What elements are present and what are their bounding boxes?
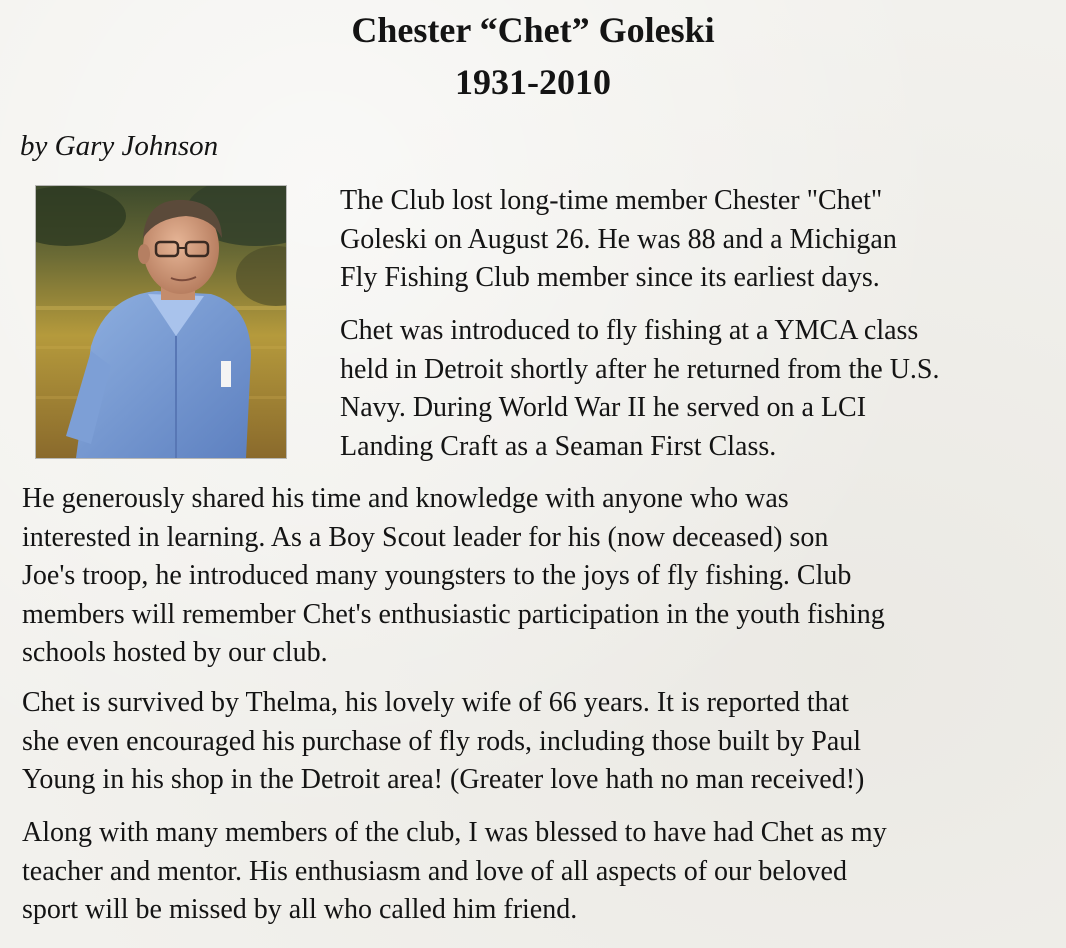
paragraph-ymca [340, 312, 940, 466]
text-line: Chet is survived by Thelma, his lovely wife of 66 years. It is reported that [22, 687, 849, 718]
article-years: 1931-2010 [455, 62, 611, 102]
text-line: Goleski on August 26. He was 88 and a Michigan [340, 223, 897, 255]
text-line: held in Detroit shortly after he returned from the U.S. [340, 353, 940, 385]
text-line: Young in his shop in the Detroit area! (Greater love hath no man received!) [22, 764, 865, 795]
text-line: He generously shared his time and knowledge with anyone who was [22, 483, 789, 514]
text-line: members will remember Chet's enthusiastic participation in the youth fishing [22, 598, 885, 630]
text-line: Joe's troop, he introduced many youngsters to the joys of fly fishing. Club [22, 560, 852, 591]
text-line: interested in learning. As a Boy Scout leader for his (now deceased) son [22, 521, 829, 553]
byline: by Gary Johnson [20, 130, 219, 162]
text-line: she even encouraged his purchase of fly rods, including those built by Paul [22, 725, 862, 757]
paragraph-mentor [22, 814, 887, 930]
text-line: Navy. During World War II he served on a LCI [340, 392, 867, 423]
paragraph-scouts [22, 480, 885, 673]
text-line: The Club lost long-time member Chester "Chet" [340, 185, 883, 216]
text-line: schools hosted by our club. [22, 637, 328, 668]
paragraph-thelma [22, 684, 864, 800]
paragraph-intro [340, 182, 897, 298]
text-line: sport will be missed by all who called him friend. [22, 894, 578, 925]
text-line: Along with many members of the club, I was blessed to have had Chet as my [22, 817, 887, 848]
text-line: teacher and mentor. His enthusiasm and love of all aspects of our beloved [22, 855, 847, 887]
text-line: Fly Fishing Club member since its earliest days. [340, 262, 880, 293]
text-line: Landing Craft as a Seaman First Class. [340, 430, 777, 462]
article-title: Chester “Chet” Goleski [351, 10, 715, 50]
portrait-photo [36, 186, 286, 458]
text-line: Chet was introduced to fly fishing at a YMCA class [340, 315, 919, 346]
